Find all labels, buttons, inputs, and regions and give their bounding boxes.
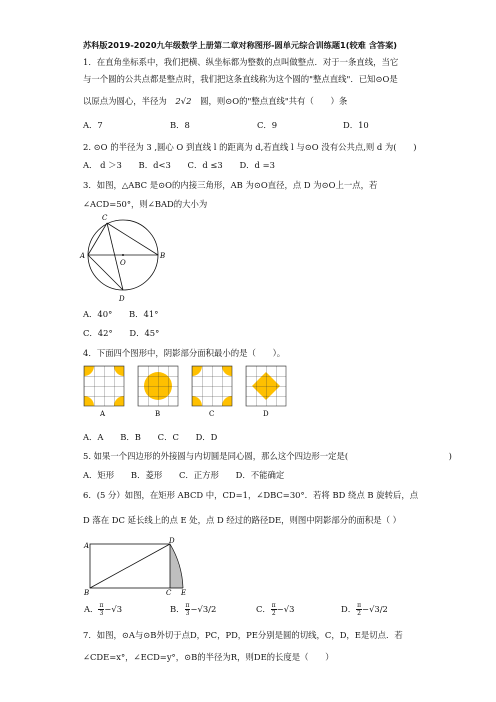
q6-option-c-tail: −√3 bbox=[276, 604, 295, 614]
q7-line1: 7．如图，⊙A与⊙B外切于点D，PC，PD，PE分别是圆的切线，C，D，E是切点．若 bbox=[83, 630, 403, 640]
q1-line3-start: 以原点为圆心，半径为 bbox=[83, 96, 167, 106]
q6-rectangle-figure bbox=[84, 536, 194, 596]
q1-option-d: D．10 bbox=[343, 120, 369, 130]
q6-option-c-fraction: $\frac{\pi}{2}$ bbox=[271, 602, 276, 617]
q3-label-d: D bbox=[119, 295, 125, 303]
q1-line2: 与一个圆的公共点都是整点时，我们把这条直线称为这个圆的"整点直线"．已知⊙O是 bbox=[83, 74, 398, 84]
q6-label-a: A bbox=[84, 542, 90, 550]
q1-option-c: C．9 bbox=[257, 120, 278, 130]
q3-label-o: O bbox=[120, 259, 126, 267]
document-title: 苏科版2019-2020九年级数学上册第二章对称图形-圆单元综合训练题1(较难 含答案) bbox=[83, 40, 398, 50]
q3-segment-cd bbox=[107, 223, 123, 290]
q6-option-d-fraction: $\frac{\pi}{2}$ bbox=[357, 602, 362, 617]
q3-line2: ∠ACD=50°，则∠BAD的大小为 bbox=[83, 199, 208, 209]
q1-option-b: B．8 bbox=[170, 120, 190, 130]
q6-label-d: D bbox=[169, 537, 175, 545]
q7-line2: ∠CDE=x°，∠ECD=y°，⊙B的半径为R，则DE的长度是（ ） bbox=[83, 652, 334, 662]
q6-line1: 6．(5 分）如图，在矩形 ABCD 中，CD=1，∠DBC=30°．若将 BD 绕点 B 旋转后，点 bbox=[83, 490, 419, 500]
q6-label-e: E bbox=[181, 589, 187, 597]
q3-center-point bbox=[122, 254, 124, 256]
q4-label-c: C bbox=[209, 410, 215, 418]
q4-line1: 4．下面四个图形中，阴影部分面积最小的是（ ）。 bbox=[83, 348, 286, 358]
q4-figure-c bbox=[192, 366, 232, 406]
q6-label-b: B bbox=[84, 589, 90, 597]
q3-segment-ac bbox=[88, 223, 107, 255]
q6-option-d-letter: D． bbox=[341, 604, 357, 614]
q6-diagonal-bd bbox=[90, 544, 170, 588]
q4-figures bbox=[84, 366, 288, 418]
q6-shaded-region bbox=[170, 544, 183, 588]
q6-option-a-tail: −√3 bbox=[104, 604, 123, 614]
q5-options: A．矩形 B．菱形 C．正方形 D．不能确定 bbox=[83, 470, 285, 480]
q3-options-row2: C．42° D．45° bbox=[83, 328, 160, 338]
q6-option-d-tail: −√3/2 bbox=[362, 604, 388, 614]
q4-options: A．A B．B C．C D．D bbox=[83, 432, 218, 442]
q6-option-a-fraction: $\frac{\pi}{3}$ bbox=[99, 602, 104, 617]
q6-label-c: C bbox=[166, 589, 172, 597]
q1-line3 bbox=[83, 96, 347, 107]
q6-option-b-tail: −√3/2 bbox=[190, 604, 217, 614]
q1-radius: 2√2 bbox=[175, 96, 192, 106]
q5-line1: 5. 如果一个四边形的外接圆与内切圆是同心圆，那么这个四边形一定是( ) bbox=[83, 451, 452, 461]
q3-segment-cb bbox=[107, 223, 158, 255]
q4-label-d: D bbox=[263, 410, 269, 418]
q2-options: A． d ＞3 B．d<3 C．d ≤3 D．d =3 bbox=[83, 160, 275, 170]
q4-label-b: B bbox=[155, 410, 161, 418]
q6-option-a-letter: A． bbox=[84, 604, 99, 614]
q6-option-b-fraction: $\frac{\pi}{3}$ bbox=[185, 602, 190, 617]
q3-circle-figure bbox=[82, 215, 168, 305]
q3-label-c: C bbox=[102, 214, 108, 222]
q1-option-a: A．7 bbox=[83, 120, 103, 130]
q3-options-row1: A．40° B．41° bbox=[83, 309, 159, 319]
q6-option-b-letter: B． bbox=[170, 604, 185, 614]
q6-option-a bbox=[84, 602, 122, 617]
q4-figure-b bbox=[138, 366, 178, 406]
q6-option-b bbox=[170, 602, 216, 617]
q3-label-a: A bbox=[80, 252, 86, 260]
q3-segment-ad bbox=[88, 255, 123, 290]
q1-line1: 1．在直角坐标系中，我们把横、纵坐标都为整数的点叫做整点．对于一条直线，当它 bbox=[83, 57, 399, 67]
q4-figure-a bbox=[84, 366, 124, 406]
q3-label-b: B bbox=[160, 252, 166, 260]
q6-option-d bbox=[341, 602, 388, 617]
q6-option-c bbox=[256, 602, 294, 617]
q6-line2: D 落在 DC 延长线上的点 E 处，点 D 经过的路径DE，则图中阴影部分的面积是（ ） bbox=[83, 515, 402, 525]
q4-figure-d bbox=[246, 366, 286, 406]
q6-option-c-letter: C． bbox=[256, 604, 271, 614]
q3-line1: 3．如图，△ABC 是⊙O的内接三角形，AB 为⊙O直径，点 D 为⊙O上一点，若 bbox=[83, 180, 378, 190]
q2-line1: 2. ⊙O 的半径为 3 ,圆心 O 到直线 l 的距离为 d,若直线 l 与⊙O 没有公共点,则 d 为( ) bbox=[83, 142, 417, 152]
q4-label-a: A bbox=[100, 410, 106, 418]
q1-line3-end: 圆，则⊙O的"整点直线"共有（ ）条 bbox=[200, 96, 348, 106]
